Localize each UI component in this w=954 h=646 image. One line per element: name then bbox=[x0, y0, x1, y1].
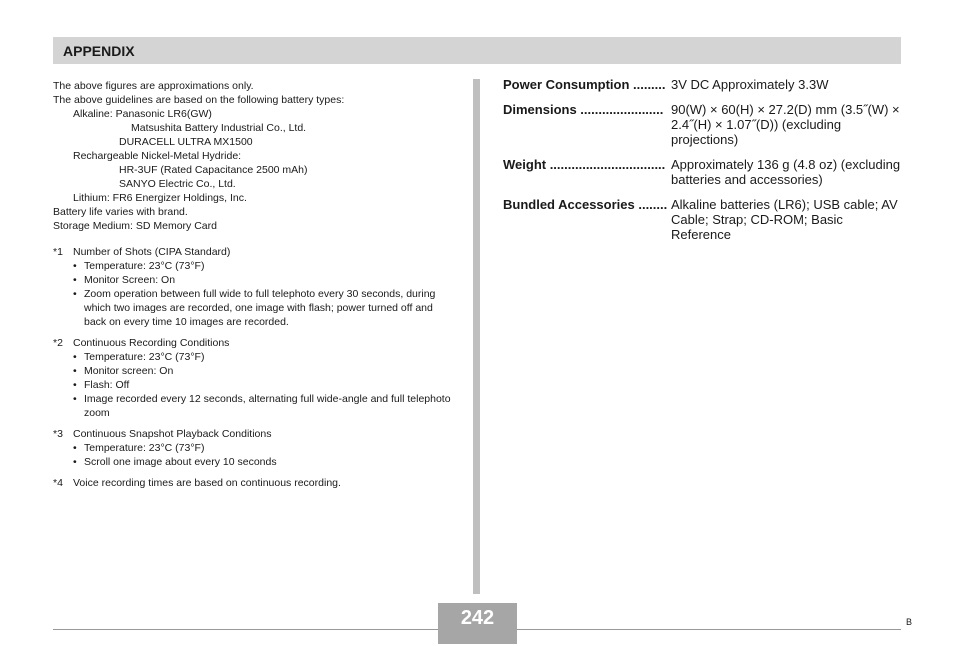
bullet-icon: • bbox=[73, 393, 77, 405]
list-item: • Monitor screen: On bbox=[73, 365, 174, 377]
page-number: 242 bbox=[438, 603, 517, 644]
left-column bbox=[53, 79, 453, 490]
note-mark: *1 bbox=[53, 246, 63, 258]
spec-value: Approximately 136 g (4.8 oz) (excluding batteries and accessories) bbox=[671, 157, 901, 187]
bullet-icon: • bbox=[73, 260, 77, 272]
spec-label: Dimensions ....................... bbox=[503, 102, 664, 117]
alkaline-label: Alkaline: Panasonic LR6(GW) bbox=[73, 108, 212, 120]
lithium-line: Lithium: FR6 Energizer Holdings, Inc. bbox=[73, 192, 247, 204]
intro-line: The above guidelines are based on the following battery types: bbox=[53, 94, 345, 106]
list-item: • Temperature: 23°C (73°F) bbox=[73, 351, 205, 363]
spec-row bbox=[503, 77, 903, 92]
note-1 bbox=[53, 245, 453, 259]
note-title: Voice recording times are based on continuous recording. bbox=[73, 477, 341, 489]
corner-letter: B bbox=[906, 617, 913, 627]
spec-label: Weight ................................ bbox=[503, 157, 666, 172]
note-3 bbox=[53, 427, 453, 441]
list-item: • Temperature: 23°C (73°F) bbox=[73, 442, 205, 454]
alkaline-alt: DURACELL ULTRA MX1500 bbox=[119, 136, 253, 148]
list-item: • Temperature: 23°C (73°F) bbox=[73, 260, 205, 272]
spec-row bbox=[503, 157, 903, 187]
spec-value: Alkaline batteries (LR6); USB cable; AV Cable; Strap; CD-ROM; Basic Reference bbox=[671, 197, 898, 242]
column-divider bbox=[473, 79, 480, 594]
list-item: • Zoom operation between full wide to full telephoto every 30 seconds, during which two images are recorded, one image with flash; power turned off and back on every time 10 images are recorded. bbox=[73, 288, 436, 328]
nimh-model: HR-3UF (Rated Capacitance 2500 mAh) bbox=[119, 164, 308, 176]
spec-value: 90(W) × 60(H) × 27.2(D) mm (3.5˝(W) × 2.4˝(H) × 1.07˝(D)) (excluding projections) bbox=[671, 102, 900, 147]
bullet-icon: • bbox=[73, 442, 77, 454]
spec-row bbox=[503, 197, 903, 242]
note-mark: *4 bbox=[53, 477, 63, 489]
note-mark: *3 bbox=[53, 428, 63, 440]
note-2 bbox=[53, 336, 453, 350]
bullet-icon: • bbox=[73, 365, 77, 377]
alkaline-maker: Matsushita Battery Industrial Co., Ltd. bbox=[131, 122, 307, 134]
spec-label: Bundled Accessories ........ bbox=[503, 197, 668, 212]
list-item: • Scroll one image about every 10 seconds bbox=[73, 456, 277, 468]
list-item: • Flash: Off bbox=[73, 379, 130, 391]
bullet-icon: • bbox=[73, 379, 77, 391]
bullet-icon: • bbox=[73, 456, 77, 468]
section-header bbox=[53, 37, 901, 64]
note-mark: *2 bbox=[53, 337, 63, 349]
spec-list bbox=[503, 77, 903, 252]
battery-life-line: Battery life varies with brand. bbox=[53, 206, 188, 218]
note-title: Number of Shots (CIPA Standard) bbox=[73, 246, 231, 258]
spec-row bbox=[503, 102, 903, 147]
storage-line: Storage Medium: SD Memory Card bbox=[53, 220, 217, 232]
bullet-icon: • bbox=[73, 274, 77, 286]
note-4 bbox=[53, 476, 453, 490]
bullet-icon: • bbox=[73, 351, 77, 363]
section-title: APPENDIX bbox=[63, 43, 135, 59]
note-title: Continuous Snapshot Playback Conditions bbox=[73, 428, 272, 440]
nimh-maker: SANYO Electric Co., Ltd. bbox=[119, 178, 236, 190]
bullet-icon: • bbox=[73, 288, 77, 300]
intro-line: The above figures are approximations only. bbox=[53, 80, 254, 92]
list-item: • Monitor Screen: On bbox=[73, 274, 176, 286]
nimh-label: Rechargeable Nickel-Metal Hydride: bbox=[73, 150, 242, 162]
note-title: Continuous Recording Conditions bbox=[73, 337, 230, 349]
list-item: • Image recorded every 12 seconds, alternating full wide-angle and full telephoto zoom bbox=[73, 393, 451, 419]
spec-label: Power Consumption ......... bbox=[503, 77, 666, 92]
spec-value: 3V DC Approximately 3.3W bbox=[671, 77, 829, 92]
